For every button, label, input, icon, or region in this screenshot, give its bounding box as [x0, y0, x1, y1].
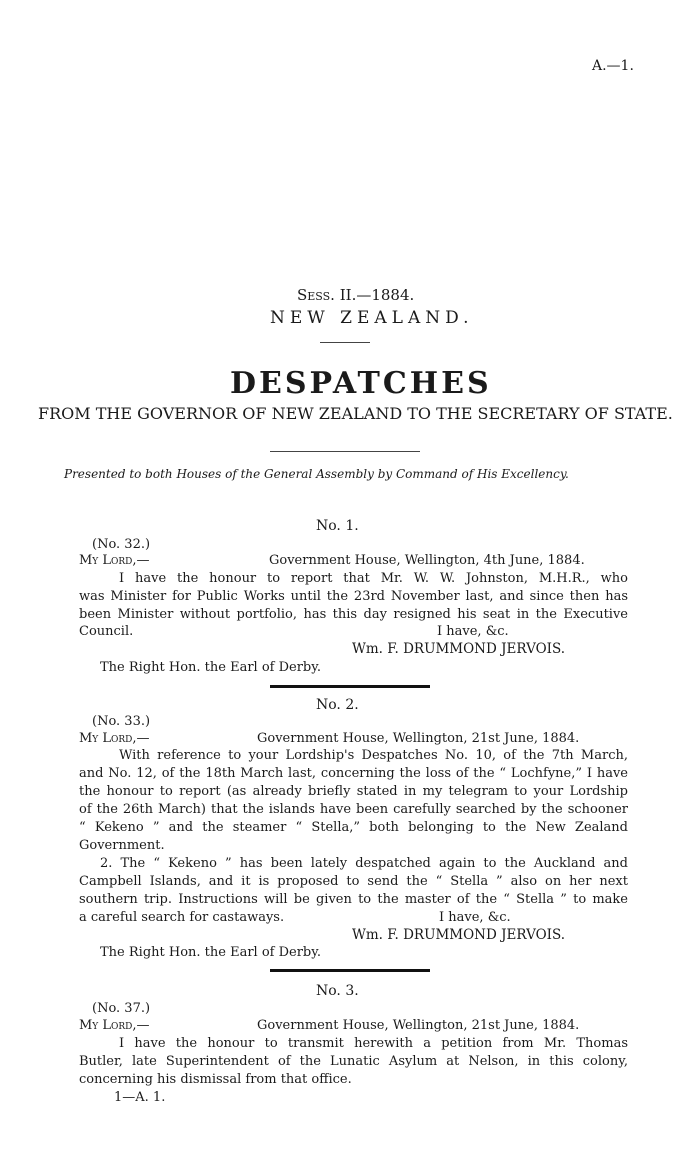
- despatch-2-salutation: My Lord,—: [79, 731, 150, 746]
- despatch-1-heading: No. 1.: [316, 518, 359, 534]
- despatch-3-heading: No. 3.: [316, 983, 359, 999]
- page-reference: A.—1.: [592, 58, 634, 74]
- despatch-3-salutation: My Lord,—: [79, 1018, 150, 1033]
- presented-line: Presented to both Houses of the General Assembly by Command of His Excellency.: [64, 467, 569, 481]
- despatch-3-last-line: concerning his dismissal from that office.: [79, 1072, 352, 1087]
- despatch-1-line-1: I have the honour to report that Mr. W. W. Johnston, M.H.R., who: [119, 571, 628, 586]
- despatch-2-para2-line-1: 2. The “ Kekeno ” has been lately despatched again to the Auckland and: [100, 856, 628, 871]
- despatch-1-address: Government House, Wellington, 4th June, 1884.: [269, 553, 585, 568]
- despatch-2-line-5: “ Kekeno ” and the steamer “ Stella,” both belonging to the New Zealand: [79, 820, 628, 835]
- despatch-2-recipient: The Right Hon. the Earl of Derby.: [100, 945, 322, 960]
- despatch-1-last-line: Council.: [79, 624, 134, 639]
- despatch-1-closing: I have, &c.: [437, 624, 509, 639]
- subtitle-divider: [270, 451, 420, 452]
- despatch-3-line-1: I have the honour to transmit herewith a petition from Mr. Thomas: [119, 1036, 628, 1051]
- despatch-2-signature: Wm. F. DRUMMOND JERVOIS.: [352, 927, 566, 943]
- session-line: Sess. II.—1884.: [297, 286, 415, 304]
- page-footer: 1—A. 1.: [114, 1090, 166, 1105]
- despatch-3-ref: (No. 37.): [92, 1001, 151, 1016]
- despatch-2-ref: (No. 33.): [92, 714, 151, 729]
- despatch-divider-2: [270, 969, 430, 972]
- despatch-2-line-2: and No. 12, of the 18th March last, concerning the loss of the “ Lochfyne,” I have: [79, 766, 628, 781]
- despatch-2-para2-last: a careful search for castaways.: [79, 910, 285, 925]
- title-divider: [320, 342, 370, 343]
- despatch-2-heading: No. 2.: [316, 697, 359, 713]
- despatch-2-last-line: Government.: [79, 838, 165, 853]
- despatch-2-line-4: of the 26th March) that the islands have been carefully searched by the schooner: [79, 802, 628, 817]
- despatch-3-line-2: Butler, late Superintendent of the Lunatic Asylum at Nelson, in this colony,: [79, 1054, 628, 1069]
- despatch-1-salutation: My Lord,—: [79, 553, 150, 568]
- despatch-1-ref: (No. 32.): [92, 537, 151, 552]
- despatch-1-signature: Wm. F. DRUMMOND JERVOIS.: [352, 641, 566, 657]
- despatch-2-closing: I have, &c.: [439, 910, 511, 925]
- country-title: NEW ZEALAND.: [270, 308, 474, 328]
- despatch-1-line-2: was Minister for Public Works until the 23rd November last, and since then has: [79, 589, 628, 604]
- main-title: DESPATCHES: [230, 366, 492, 401]
- despatch-1-recipient: The Right Hon. the Earl of Derby.: [100, 660, 322, 675]
- despatch-1-line-3: been Minister without portfolio, has this day resigned his seat in the Executive: [79, 607, 628, 622]
- despatch-2-line-3: the honour to report (as already briefly stated in my telegram to your Lordship: [79, 784, 628, 799]
- despatch-2-address: Government House, Wellington, 21st June, 1884.: [257, 731, 580, 746]
- despatch-2-line-1: With reference to your Lordship's Despatches No. 10, of the 7th March,: [119, 748, 628, 763]
- despatch-2-para2-line-3: southern trip. Instructions will be given to the master of the “ Stella ” to make: [79, 892, 628, 907]
- despatch-3-address: Government House, Wellington, 21st June, 1884.: [257, 1018, 580, 1033]
- despatch-divider-1: [270, 685, 430, 688]
- subtitle: FROM THE GOVERNOR OF NEW ZEALAND TO THE SECRETARY OF STATE.: [38, 404, 673, 423]
- despatch-2-para2-line-2: Campbell Islands, and it is proposed to send the “ Stella ” also on her next: [79, 874, 628, 889]
